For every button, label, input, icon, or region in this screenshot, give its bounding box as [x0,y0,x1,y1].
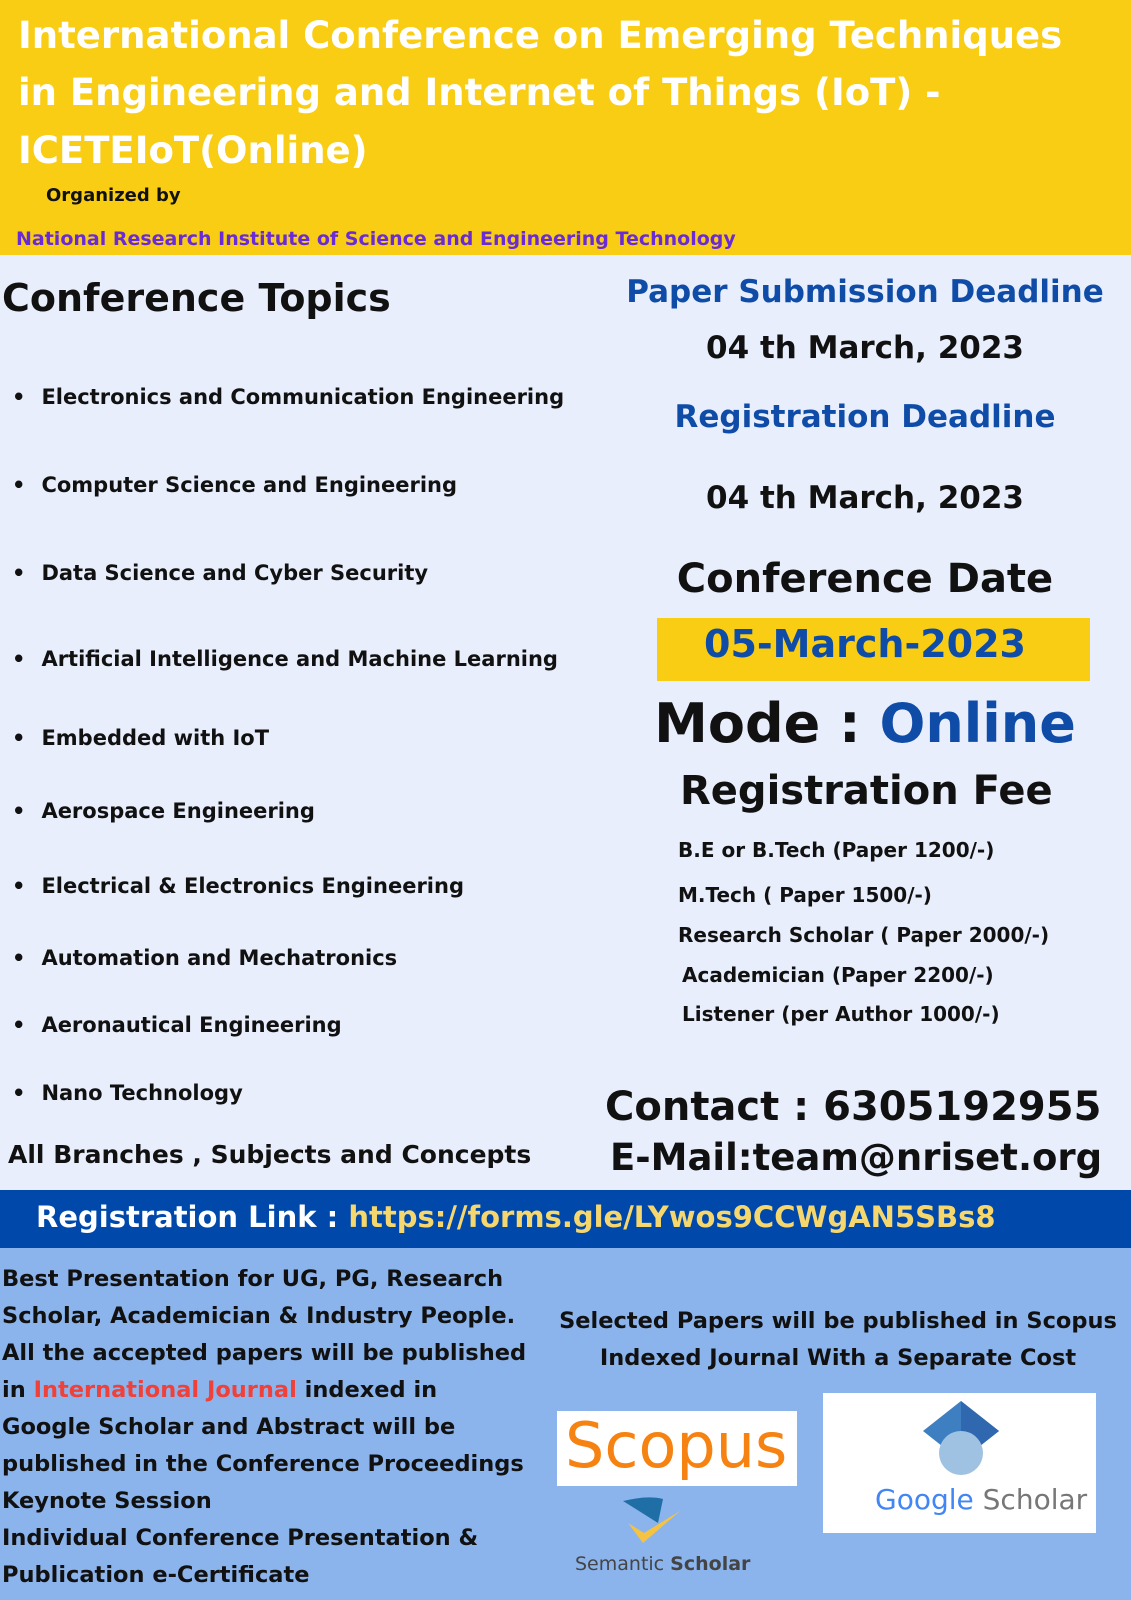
semantic-scholar-icon [618,1493,688,1553]
title-line: International Conference on Emerging Techniques [18,14,1063,57]
logo-text: Semantic [575,1553,665,1575]
text: in [2,1377,34,1403]
topic-item: • Nano Technology [12,1081,243,1105]
mode-value: Online [879,692,1076,755]
contact-phone: Contact : 6305192955 [605,1084,1102,1130]
contact-email[interactable]: E-Mail:team@nriset.org [610,1136,1103,1179]
benefit-line: Individual Conference Presentation & [2,1525,479,1551]
benefit-line: published in the Conference Proceedings [2,1451,524,1477]
fee-item: M.Tech ( Paper 1500/-) [678,883,932,907]
registration-deadline-label: Registration Deadline [674,399,1056,435]
header-banner [0,0,1131,255]
fee-item: Research Scholar ( Paper 2000/-) [678,923,1050,947]
registration-url[interactable]: https://forms.gle/LYwos9CCWgAN5SBs8 [348,1200,996,1234]
benefit-line: Best Presentation for UG, PG, Research [2,1266,504,1292]
paper-deadline-date: 04 th March, 2023 [706,330,1024,366]
topic-item: • Computer Science and Engineering [12,473,457,497]
registration-deadline-date: 04 th March, 2023 [706,480,1024,516]
bottom-section [0,1248,1131,1600]
mode [625,692,1105,755]
organized-by: Organized by [46,185,181,206]
google-scholar-text [875,1483,1087,1516]
benefit-line [2,1372,437,1409]
registration-band [0,1190,1131,1248]
mode-label: Mode : [654,692,861,755]
paper-deadline-label: Paper Submission Deadline [626,274,1104,310]
topic-item: • Aeronautical Engineering [12,1013,342,1037]
logo-text: Scholar [982,1483,1088,1516]
benefit-line: Keynote Session [2,1488,212,1514]
topic-item: • Embedded with IoT [12,726,269,750]
fee-item: Listener (per Author 1000/-) [682,1002,1000,1026]
benefit-line: Google Scholar and Abstract will be [2,1414,456,1440]
conference-date-label: Conference Date [676,556,1054,602]
fee-item: B.E or B.Tech (Paper 1200/-) [678,838,995,862]
benefit-line: All the accepted papers will be published [2,1340,527,1366]
semantic-scholar-logo [575,1553,750,1575]
scopus-note: Selected Papers will be published in Scopus [559,1308,1117,1334]
topic-item: • Artificial Intelligence and Machine Learning [12,647,558,671]
registration-link[interactable] [36,1200,996,1234]
scopus-logo [557,1411,797,1486]
google-scholar-logo [823,1393,1096,1533]
benefit-line: Publication e-Certificate [2,1562,310,1588]
topic-item: • Data Science and Cyber Security [12,561,428,585]
fee-heading: Registration Fee [680,768,1053,814]
organizer: National Research Institute of Science and Engineering Technology [16,228,736,250]
topic-item: • Automation and Mechatronics [12,946,397,970]
scopus-logo-text: Scopus [565,1409,788,1482]
logo-text: Google [875,1483,974,1516]
title-line: in Engineering and Internet of Things (IoT) - [18,71,941,114]
title-line: ICETEIoT(Online) [18,129,368,172]
logo-text: Scholar [670,1553,751,1575]
topic-item: • Electrical & Electronics Engineering [12,874,464,898]
conference-date: 05-March-2023 [704,622,1026,666]
topic-item: • Electronics and Communication Engineering [12,385,564,409]
topic-item: • Aerospace Engineering [12,799,315,823]
topics-heading: Conference Topics [2,276,391,320]
benefit-line: Scholar, Academician & Industry People. [2,1303,516,1329]
topics-footer: All Branches , Subjects and Concepts [8,1140,532,1169]
fee-item: Academician (Paper 2200/-) [682,963,994,987]
highlight-text: International Journal [33,1377,297,1403]
graduation-cap-icon [923,1401,999,1481]
scopus-note: Indexed Journal With a Separate Cost [599,1345,1077,1371]
registration-label: Registration Link : [36,1200,339,1234]
text: indexed in [296,1377,438,1403]
